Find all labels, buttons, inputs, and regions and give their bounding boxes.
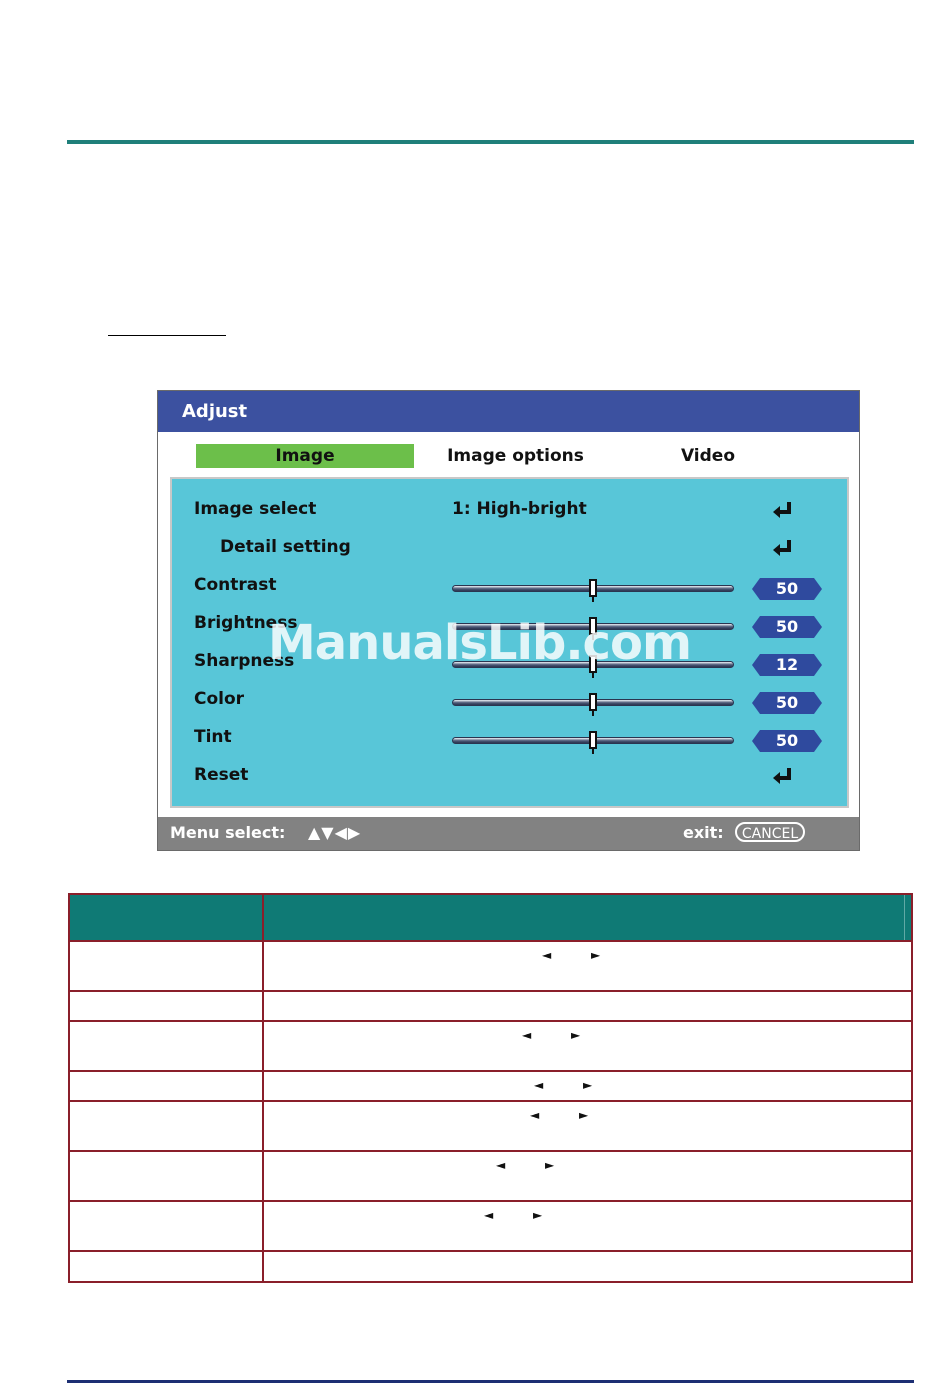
exit-label: exit: xyxy=(683,823,724,842)
row-reset[interactable] xyxy=(172,759,847,797)
row-image-select[interactable] xyxy=(172,493,847,531)
top-rule xyxy=(67,140,914,144)
tab-image-options[interactable]: Image options xyxy=(447,446,584,466)
left-right-arrows-icon: ◄ ► xyxy=(530,1108,607,1122)
image-select-value: 1: High-bright xyxy=(452,499,587,519)
row-label: Image select xyxy=(194,499,317,519)
enter-icon xyxy=(772,539,794,557)
brightness-value-badge xyxy=(752,616,822,638)
color-value: 50 xyxy=(775,693,799,712)
table-row xyxy=(70,992,911,1022)
table-row xyxy=(70,942,911,992)
color-slider-thumb[interactable] xyxy=(589,693,597,711)
left-right-arrows-icon: ◄ ► xyxy=(534,1078,611,1092)
contrast-value-badge xyxy=(752,578,822,600)
tint-value: 50 xyxy=(775,731,799,750)
tab-video[interactable]: Video xyxy=(680,446,736,466)
link-underline xyxy=(108,335,226,336)
contrast-value: 50 xyxy=(775,579,799,598)
slider-center-tick xyxy=(592,673,594,678)
row-label: Detail setting xyxy=(220,537,351,557)
table-header xyxy=(70,895,911,942)
tint-slider-thumb[interactable] xyxy=(589,731,597,749)
row-label: Brightness xyxy=(194,613,298,633)
row-contrast[interactable] xyxy=(172,569,847,607)
menu-select-arrows-icon: ▲▼◀▶ xyxy=(308,823,362,842)
slider-center-tick xyxy=(592,749,594,754)
row-detail-setting[interactable] xyxy=(172,531,847,569)
osd-tab-bar xyxy=(158,432,859,468)
contrast-slider-thumb[interactable] xyxy=(589,579,597,597)
description-table xyxy=(68,893,913,1283)
row-label: Sharpness xyxy=(194,651,295,671)
tab-image[interactable]: Image xyxy=(196,444,414,468)
table-row xyxy=(70,1102,911,1152)
table-row xyxy=(70,1022,911,1072)
table-row xyxy=(70,1072,911,1102)
brightness-value: 50 xyxy=(775,617,799,636)
sharpness-value: 12 xyxy=(775,655,799,674)
cancel-key-icon[interactable]: CANCEL xyxy=(735,822,805,842)
table-row xyxy=(70,1202,911,1252)
left-right-arrows-icon: ◄ ► xyxy=(484,1208,561,1222)
menu-select-label: Menu select: xyxy=(170,823,286,842)
row-label: Color xyxy=(194,689,245,709)
bottom-rule xyxy=(67,1380,914,1383)
sharpness-value-badge xyxy=(752,654,822,676)
tint-value-badge xyxy=(752,730,822,752)
osd-title: Adjust xyxy=(158,391,859,432)
row-label: Reset xyxy=(194,765,249,785)
row-label: Contrast xyxy=(194,575,277,595)
slider-center-tick xyxy=(592,711,594,716)
table-row xyxy=(70,1152,911,1202)
row-color[interactable] xyxy=(172,683,847,721)
table-header-cell xyxy=(264,895,905,940)
color-value-badge xyxy=(752,692,822,714)
slider-center-tick xyxy=(592,597,594,602)
osd-footer xyxy=(158,817,859,850)
enter-icon xyxy=(772,501,794,519)
table-row xyxy=(70,1252,911,1281)
left-right-arrows-icon: ◄ ► xyxy=(496,1158,573,1172)
row-tint[interactable] xyxy=(172,721,847,759)
enter-icon xyxy=(772,767,794,785)
left-right-arrows-icon: ◄ ► xyxy=(542,948,619,962)
table-header-cell xyxy=(70,895,264,940)
row-label: Tint xyxy=(194,727,232,747)
left-right-arrows-icon: ◄ ► xyxy=(522,1028,599,1042)
watermark: ManualsLib.com xyxy=(268,615,691,671)
